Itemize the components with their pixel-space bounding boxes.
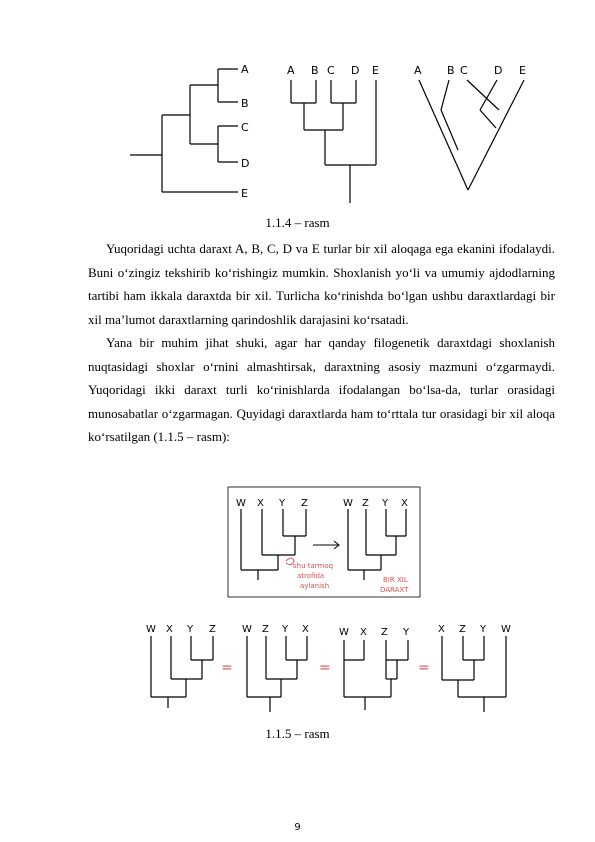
bottom-tree-3-label: Z <box>381 627 388 638</box>
tree-1-rectangular <box>130 69 238 192</box>
tree-2-label: E <box>372 64 379 77</box>
figure-1-caption: 1.1.4 – rasm <box>265 215 330 230</box>
bottom-tree-2-label: Y <box>282 624 289 635</box>
tree-2-label: D <box>351 64 360 77</box>
equals-sign: = <box>221 660 233 676</box>
bottom-tree-1-label: Y <box>187 624 194 635</box>
bottom-tree-1 <box>151 636 213 708</box>
bottom-tree-1-label: X <box>166 624 173 635</box>
figure-2-left-label: Y <box>279 498 286 509</box>
bottom-tree-4-label: X <box>438 624 445 635</box>
bottom-tree-3-label: W <box>339 627 349 638</box>
figure-2-right-label: Z <box>362 498 369 509</box>
bottom-tree-3-label: Y <box>403 627 410 638</box>
body-text <box>88 237 555 449</box>
same-tree-note: DARAXT <box>380 586 409 594</box>
rotation-note: shu tarmoq <box>293 562 334 570</box>
bottom-tree-1-label: W <box>146 624 156 635</box>
figure-2-right-label: W <box>343 498 353 509</box>
tree-2-label: A <box>287 64 295 77</box>
page-number: 9 <box>294 822 301 833</box>
tree-3-label: E <box>519 64 526 77</box>
tree-2-label: C <box>327 64 335 77</box>
bottom-tree-1-label: Z <box>209 624 216 635</box>
tree-3-label: A <box>414 64 422 77</box>
bottom-tree-2-label: Z <box>262 624 269 635</box>
tree-3-diagonal <box>419 80 524 190</box>
tree-3-label: C <box>460 64 468 77</box>
tree-1-label: C <box>241 121 249 134</box>
bottom-tree-3-label: X <box>360 627 367 638</box>
tree-3-label: D <box>494 64 503 77</box>
bottom-tree-2-label: W <box>242 624 252 635</box>
figure-2-left-label: W <box>236 498 246 509</box>
tree-1-label: E <box>241 187 248 200</box>
tree-3-label: B <box>447 64 455 77</box>
figure-2-left-label: Z <box>301 498 308 509</box>
paragraph: Yana bir muhim jihat shuki, agar har qanday filogenetik daraxtdagi shoxlanish nuqtasidagi shoxlar o‘rnini almashtirsak, daraxtning asosiy mazmuni o‘zgarmaydi. Yuqoridagi ikki daraxt turli ko‘rinishlarda ifodalangan bo‘lsa-da, turlar orasidagi munosabatlar o‘zgarmagan. Quyidagi daraxtlarda ham to‘rttala tur orasidagi bir xil aloqa ko‘rsatilgan (1.1.5 – rasm): <box>88 335 555 444</box>
bottom-tree-2 <box>247 636 307 712</box>
rotation-note: aylanish <box>300 582 330 590</box>
bottom-tree-4-label: Z <box>459 624 466 635</box>
bottom-tree-2-label: X <box>302 624 309 635</box>
tree-1-label: A <box>241 63 249 76</box>
paragraph: Yuqoridagi uchta daraxt A, B, C, D va E turlar bir xil aloqaga ega ekanini ifodalaydi. Buni o‘zingiz tekshirib ko‘rishingiz mumkin. Shoxlanish yo‘li va umumiy ajdodlarning tartibi ham ikkala daraxtda bir xil. Turlicha ko‘rinishda bo‘lgan ushbu daraxtlardagi bir xil ma’lumot daraxtlarning qarindoshlik darajasini ko‘rsatadi. <box>88 241 555 327</box>
bottom-tree-4-label: W <box>501 624 511 635</box>
figure-2-left-label: X <box>257 498 264 509</box>
rotation-arrow <box>313 541 339 549</box>
figure-2-right-label: X <box>401 498 408 509</box>
equals-sign: = <box>418 660 430 676</box>
bottom-tree-3 <box>344 640 408 710</box>
figure-2-caption: 1.1.5 – rasm <box>265 726 330 741</box>
figure-2-right-label: Y <box>382 498 389 509</box>
tree-1-label: B <box>241 97 249 110</box>
bottom-tree-4 <box>442 636 506 712</box>
tree-1-label: D <box>241 157 250 170</box>
equals-sign: = <box>319 660 331 676</box>
rotation-note: atrofida <box>297 572 325 580</box>
tree-2-label: B <box>311 64 319 77</box>
bottom-tree-4-label: Y <box>480 624 487 635</box>
same-tree-note: BIR XIL <box>383 576 408 584</box>
tree-2-bracket <box>291 80 376 203</box>
figure-2-right-tree <box>348 509 406 580</box>
